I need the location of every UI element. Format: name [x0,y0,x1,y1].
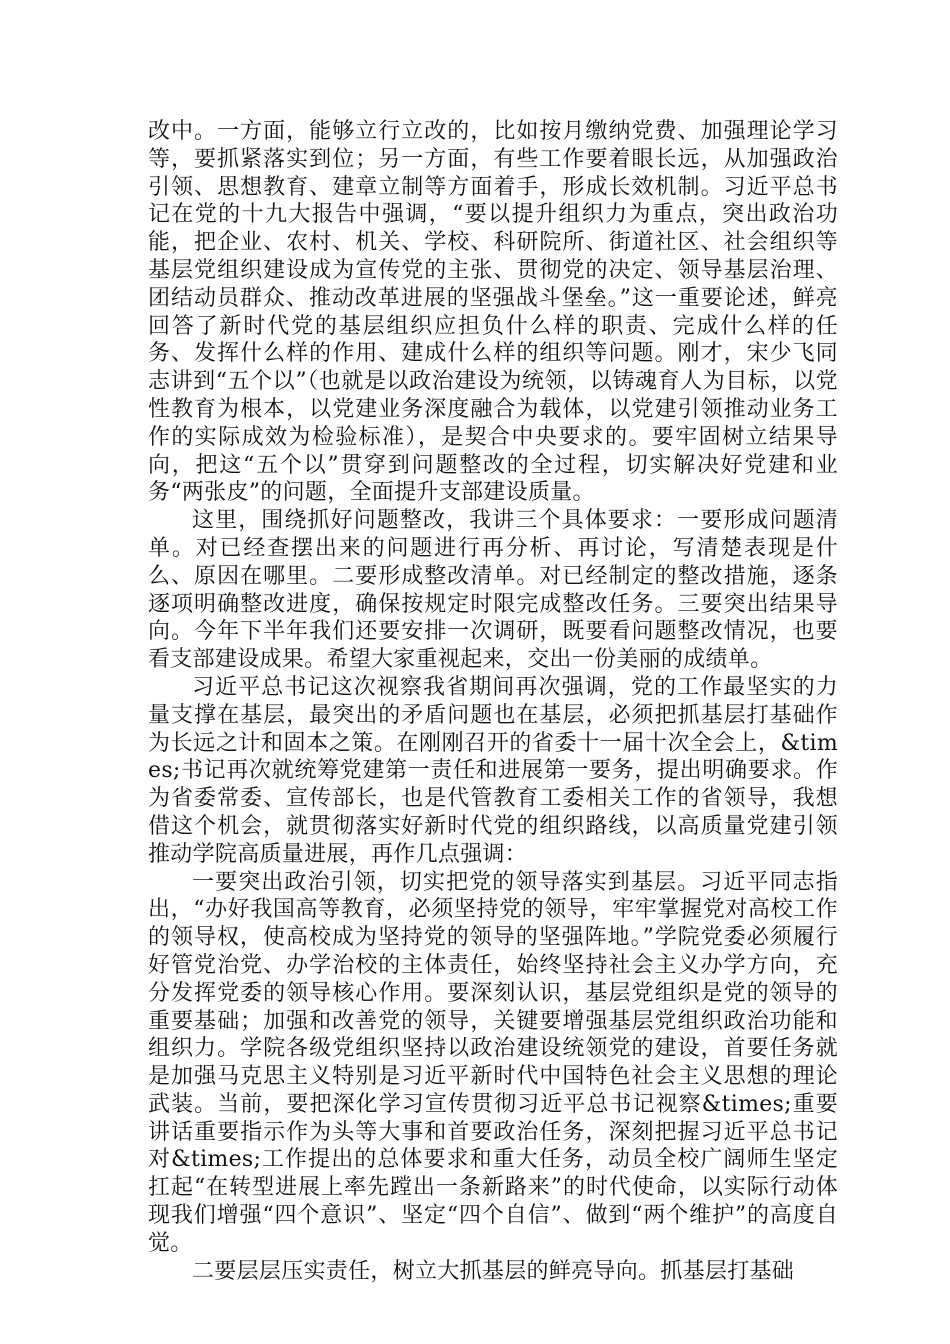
paragraph-grassroots-emphasis: 习近平总书记这次视察我省期间再次强调，党的工作最坚实的力量支撑在基层，最突出的矛盾问题也在基层，必须把抓基层打基础作为长远之计和固本之策。在刚刚召开的省委十一届十次全会上，&times;书记再次就统筹党建第一责任和进展第一要务，提出明确要求。作为省委常委、宣传部长，也是代管教育工委相关工作的省领导，我想借这个机会，就贯彻落实好新时代党的组织路线，以高质量党建引领推动学院高质量进展，再作几点强调： [148,674,838,867]
document-page [148,118,838,1285]
paragraph-political-leadership: 一要突出政治引领，切实把党的领导落实到基层。习近平同志指出，“办好我国高等教育，必须坚持党的领导，牢牢掌握党对高校工作的领导权，使高校成为坚持党的领导的坚强阵地。”学院党委必须履行好管党治党、办学治校的主体责任，始终坚持社会主义办学方向，充分发挥党委的领导核心作用。要深刻认识，基层党组织是党的领导的重要基础；加强和改善党的领导，关键要增强基层党组织政治功能和组织力。学院各级党组织坚持以政治建设统领党的建设，首要任务就是加强马克思主义特别是习近平新时代中国特色社会主义思想的理论武装。当前，要把深化学习宣传贯彻习近平总书记视察&times;重要讲话重要指示作为头等大事和首要政治任务，深刻把握习近平总书记对&times;工作提出的总体要求和重大任务，动员全校广阔师生坚定扛起“在转型进展上率先蹚出一条新路来”的时代使命，以实际行动体现我们增强“四个意识”、坚定“四个自信”、做到“两个维护”的高度自觉。 [148,869,838,1256]
paragraph-continued: 改中。一方面，能够立行立改的，比如按月缴纳党费、加强理论学习等，要抓紧落实到位；另一方面，有些工作要着眼长远，从加强政治引领、思想教育、建章立制等方面着手，形成长效机制。习近平总书记在党的十九大报告中强调，“要以提升组织力为重点，突出政治功能，把企业、农村、机关、学校、科研院所、街道社区、社会组织等基层党组织建设成为宣传党的主张、贯彻党的决定、领导基层治理、团结动员群众、推动改革进展的坚强战斗堡垒。”这一重要论述，鲜亮回答了新时代党的基层组织应担负什么样的职责、完成什么样的任务、发挥什么样的作用、建成什么样的组织等问题。刚才，宋少飞同志讲到“五个以”（也就是以政治建设为统领，以铸魂育人为目标，以党性教育为根本，以党建业务深度融合为载体，以党建引领推动业务工作的实际成效为检验标准），是契合中央要求的。要牢固树立结果导向，把这“五个以”贯穿到问题整改的全过程，切实解决好党建和业务“两张皮”的问题，全面提升支部建设质量。 [148,119,838,506]
paragraph-rectification-requirements: 这里，围绕抓好问题整改，我讲三个具体要求：一要形成问题清单。对已经查摆出来的问题进行再分析、再讨论，写清楚表现是什么、原因在哪里。二要形成整改清单。对已经制定的整改措施，逐条逐项明确整改进度，确保按规定时限完成整改任务。三要突出结果导向。今年下半年我们还要安排一次调研，既要看问题整改情况，也要看支部建设成果。希望大家重视起来，交出一份美丽的成绩单。 [148,508,838,673]
paragraph-responsibility: 二要层层压实责任，树立大抓基层的鲜亮导向。抓基层打基础 [192,1258,795,1284]
